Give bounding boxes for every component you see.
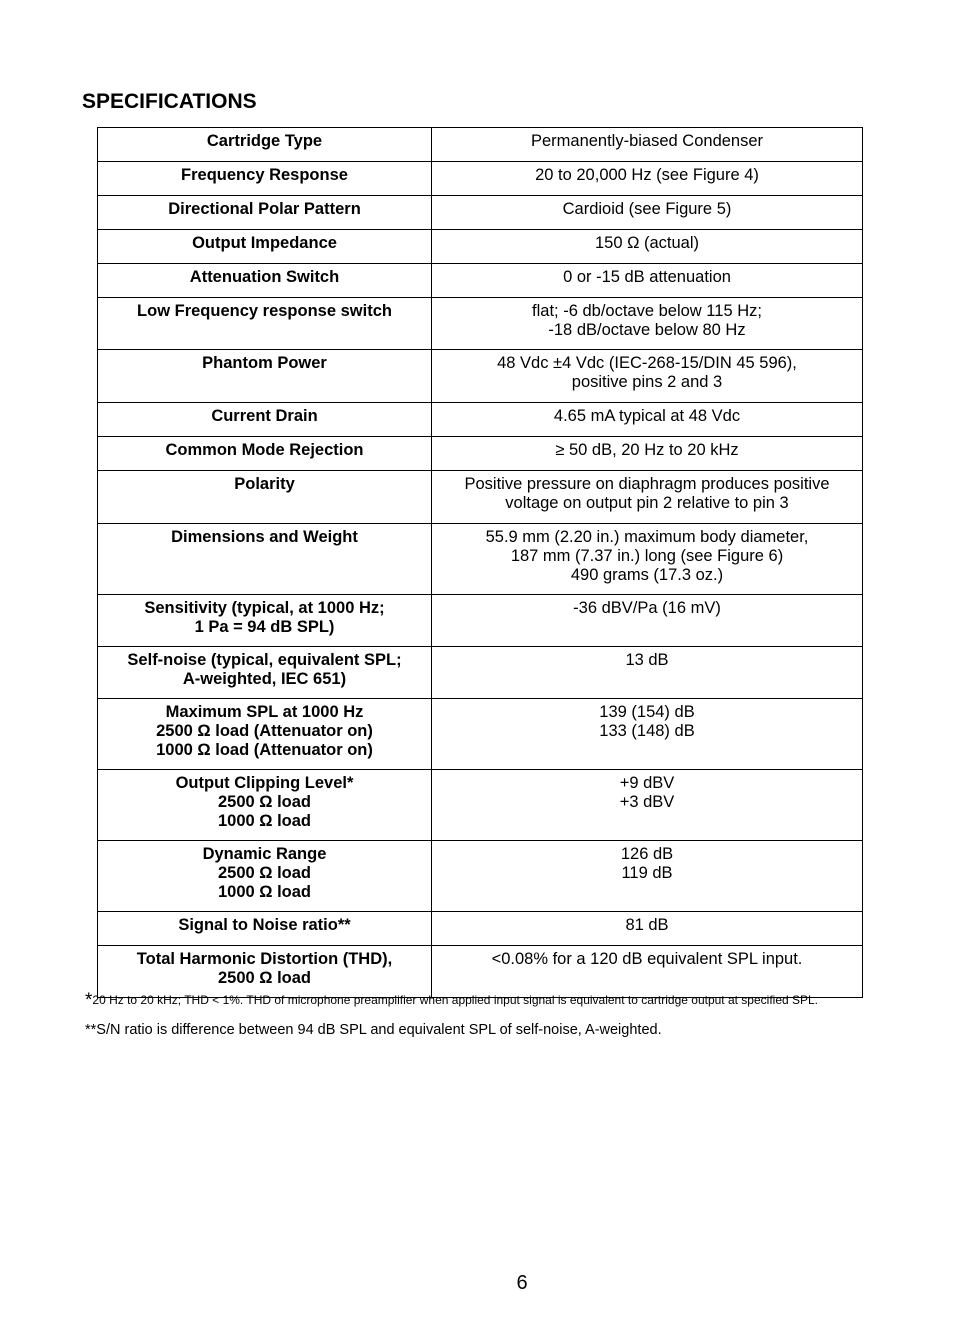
spec-row <box>98 128 863 162</box>
spec-label: Attenuation Switch <box>98 264 432 298</box>
spec-value: ≥ 50 dB, 20 Hz to 20 kHz <box>432 437 863 471</box>
spec-value: 4.65 mA typical at 48 Vdc <box>432 403 863 437</box>
spec-value: flat; -6 db/octave below 115 Hz; -18 dB/octave below 80 Hz <box>432 298 863 350</box>
spec-row <box>98 647 863 699</box>
spec-value: 55.9 mm (2.20 in.) maximum body diameter, 187 mm (7.37 in.) long (see Figure 6) 490 grams (17.3 oz.) <box>432 524 863 595</box>
spec-label: Output Clipping Level* 2500 Ω load 1000 Ω load <box>98 770 432 841</box>
spec-row <box>98 196 863 230</box>
spec-row <box>98 699 863 770</box>
spec-row <box>98 264 863 298</box>
spec-row <box>98 912 863 946</box>
spec-row <box>98 403 863 437</box>
page-number: 6 <box>516 1272 528 1294</box>
spec-label: Output Impedance <box>98 230 432 264</box>
footnote-thd <box>85 990 818 1012</box>
spec-value: -36 dBV/Pa (16 mV) <box>432 595 863 647</box>
spec-label: Signal to Noise ratio** <box>98 912 432 946</box>
spec-value: Permanently-biased Condenser <box>432 128 863 162</box>
footnote-snr: **S/N ratio is difference between 94 dB SPL and equivalent SPL of self-noise, A-weighted. <box>85 1022 662 1038</box>
spec-row <box>98 595 863 647</box>
spec-label: Sensitivity (typical, at 1000 Hz; 1 Pa = 94 dB SPL) <box>98 595 432 647</box>
spec-value: <0.08% for a 120 dB equivalent SPL input. <box>432 946 863 998</box>
specifications-table <box>97 127 863 998</box>
specifications-table-body <box>98 128 863 998</box>
spec-label: Maximum SPL at 1000 Hz 2500 Ω load (Attenuator on) 1000 Ω load (Attenuator on) <box>98 699 432 770</box>
spec-label: Cartridge Type <box>98 128 432 162</box>
spec-row <box>98 437 863 471</box>
spec-value: Cardioid (see Figure 5) <box>432 196 863 230</box>
spec-label: Low Frequency response switch <box>98 298 432 350</box>
spec-row <box>98 524 863 595</box>
spec-label: Dynamic Range 2500 Ω load 1000 Ω load <box>98 841 432 912</box>
spec-value: 48 Vdc ±4 Vdc (IEC-268-15/DIN 45 596), positive pins 2 and 3 <box>432 350 863 403</box>
spec-value: 0 or -15 dB attenuation <box>432 264 863 298</box>
spec-row <box>98 471 863 524</box>
spec-value: 81 dB <box>432 912 863 946</box>
spec-row <box>98 162 863 196</box>
spec-label: Phantom Power <box>98 350 432 403</box>
spec-label: Polarity <box>98 471 432 524</box>
spec-label: Common Mode Rejection <box>98 437 432 471</box>
spec-row <box>98 770 863 841</box>
spec-row <box>98 841 863 912</box>
footnote-thd-text: 20 Hz to 20 kHz; THD < 1%. THD of microphone preamplifier when applied input signal is equivalent to cartridge output at specified SPL. <box>92 993 819 1007</box>
spec-label: Directional Polar Pattern <box>98 196 432 230</box>
spec-value: 150 Ω (actual) <box>432 230 863 264</box>
spec-label: Dimensions and Weight <box>98 524 432 595</box>
spec-row <box>98 298 863 350</box>
footnote-star: * <box>85 990 93 1011</box>
spec-label: Self-noise (typical, equivalent SPL; A-weighted, IEC 651) <box>98 647 432 699</box>
spec-value: 13 dB <box>432 647 863 699</box>
spec-row <box>98 350 863 403</box>
page-title: SPECIFICATIONS <box>82 90 257 113</box>
spec-value: +9 dBV +3 dBV <box>432 770 863 841</box>
spec-value: 20 to 20,000 Hz (see Figure 4) <box>432 162 863 196</box>
spec-label: Total Harmonic Distortion (THD), 2500 Ω load <box>98 946 432 998</box>
spec-value: 126 dB 119 dB <box>432 841 863 912</box>
spec-row <box>98 230 863 264</box>
spec-label: Current Drain <box>98 403 432 437</box>
spec-value: 139 (154) dB 133 (148) dB <box>432 699 863 770</box>
spec-label: Frequency Response <box>98 162 432 196</box>
spec-value: Positive pressure on diaphragm produces positive voltage on output pin 2 relative to pin 3 <box>432 471 863 524</box>
